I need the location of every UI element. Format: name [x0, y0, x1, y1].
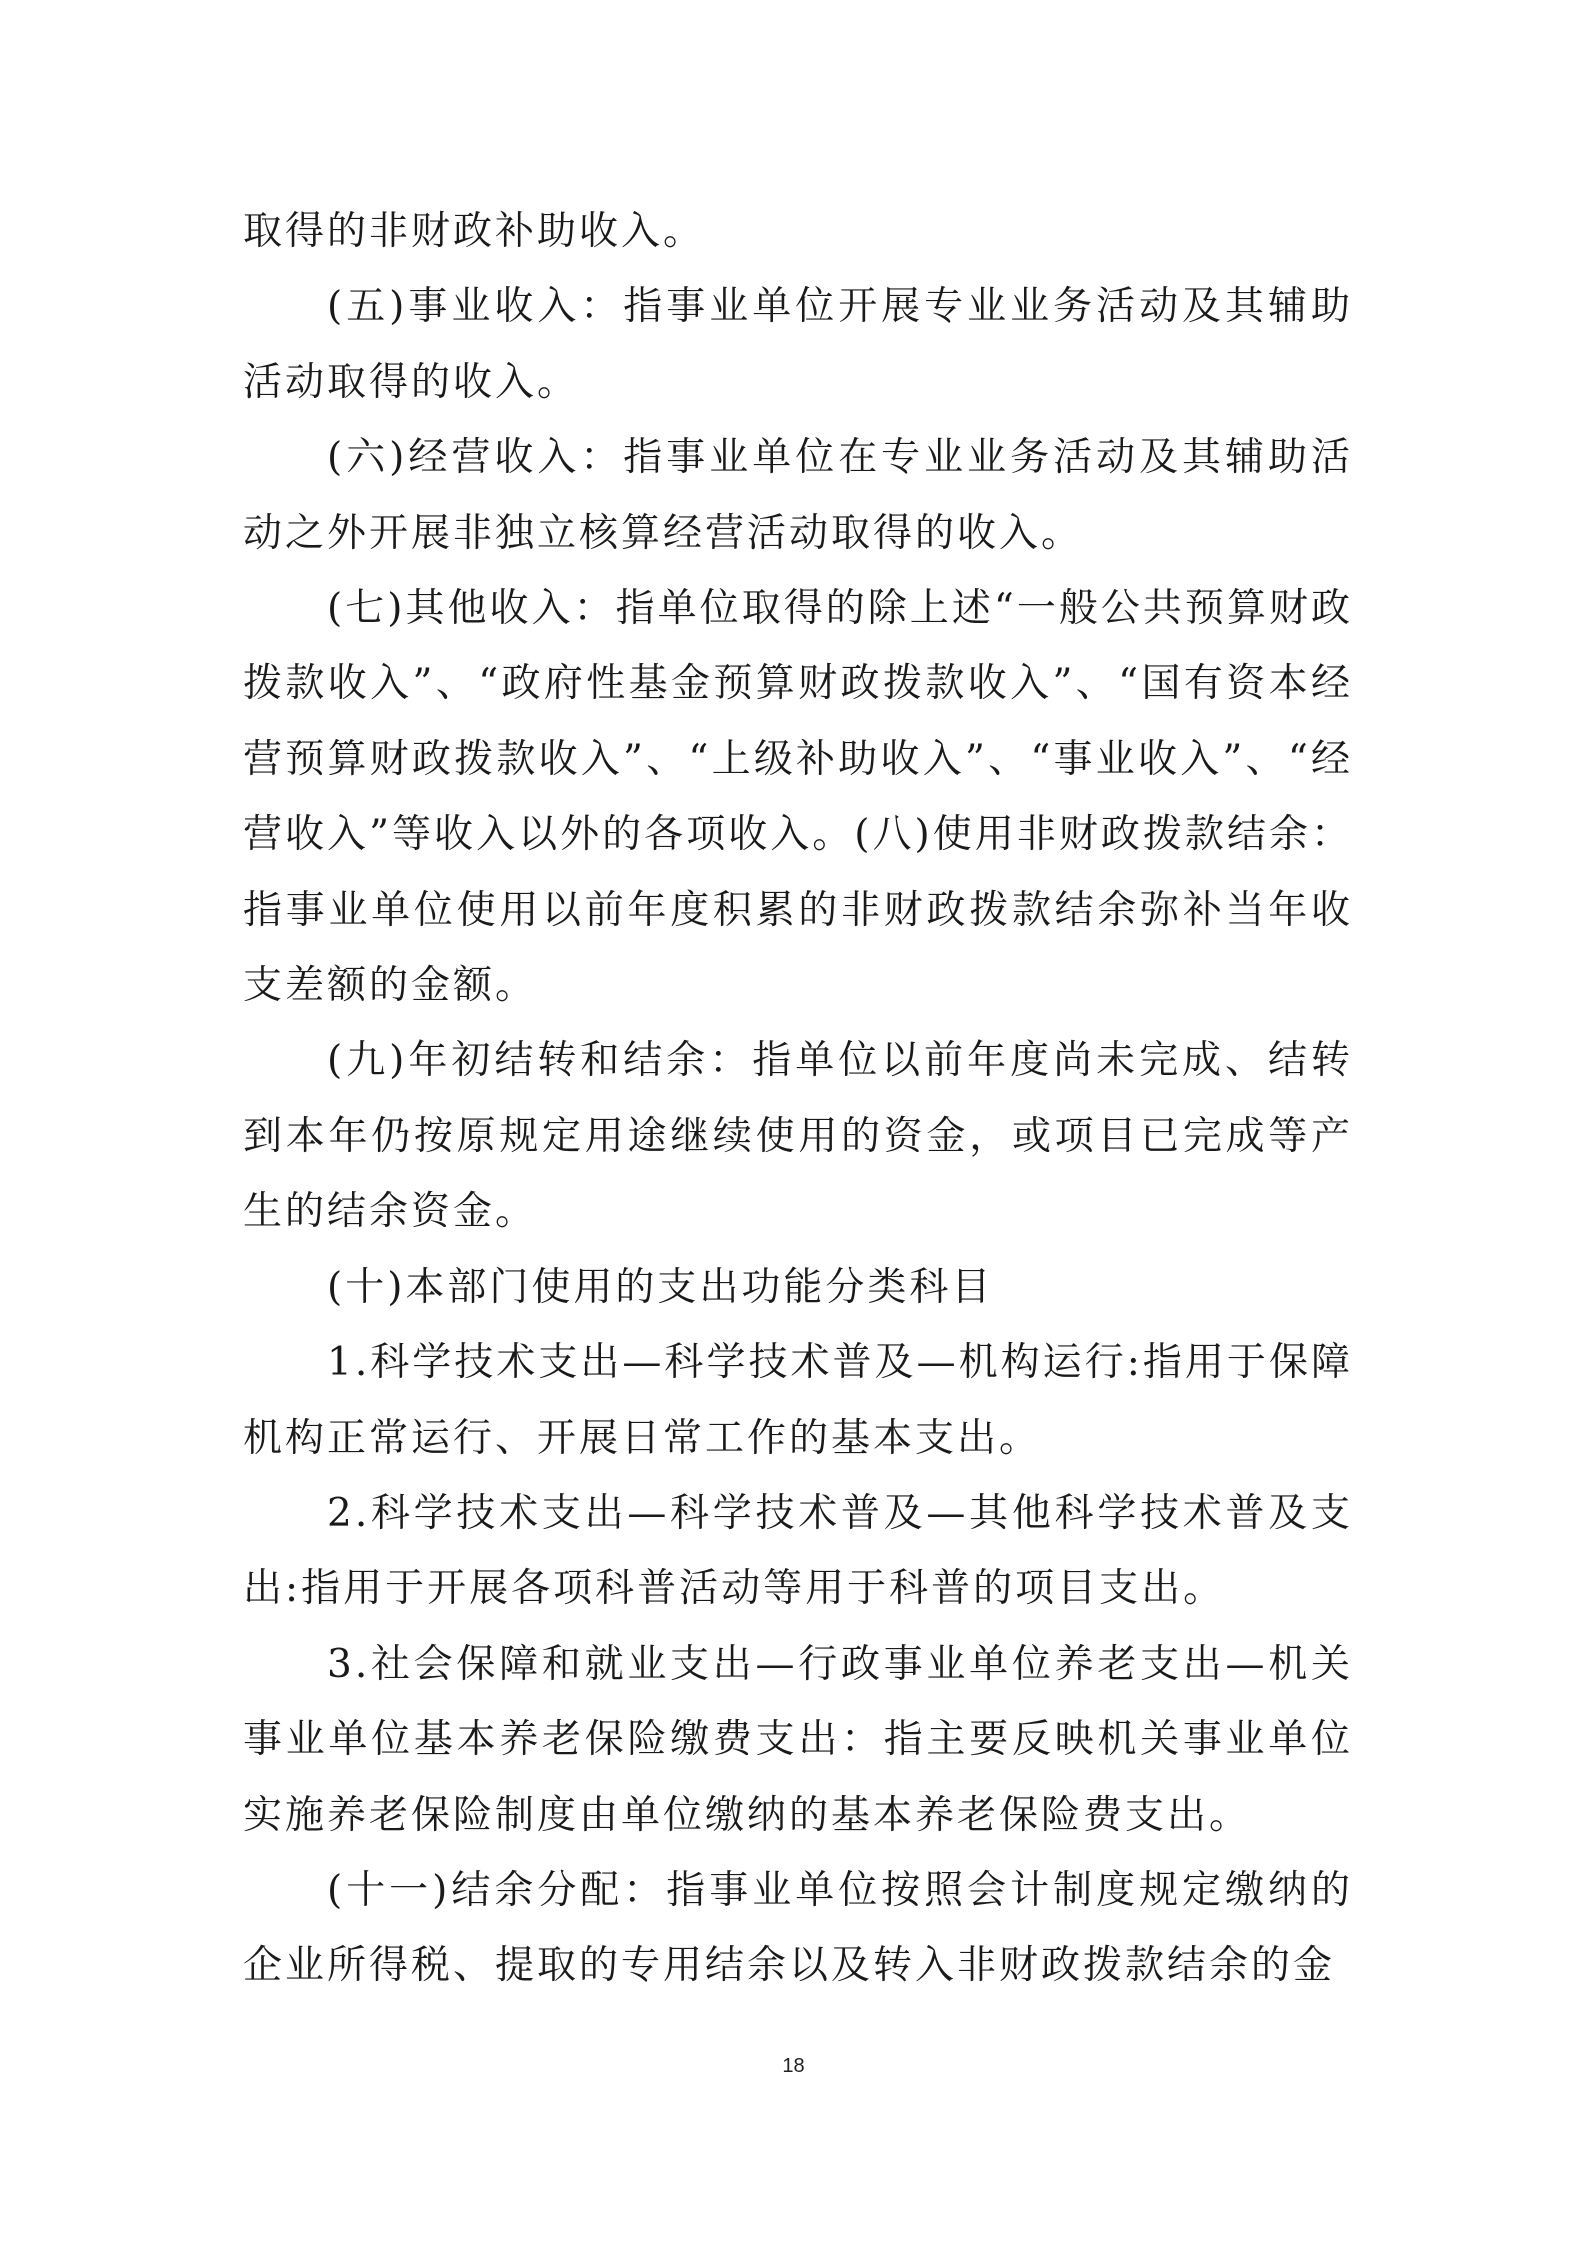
paragraph-item-2: 2.科学技术支出—科学技术普及—其他科学技术普及支出:指用于开展各项科普活动等用于科普的项目支出。 — [243, 1490, 1353, 1612]
paragraph-other-income: (七)其他收入：指单位取得的除上述“一般公共预算财政拨款收入”、“政府性基金预算财政拨款收入”、“国有资本经营预算财政拨款收入”、“上级补助收入”、“事业收入”、“经营收入”等收入以外的各项收入。(八)使用非财政拨款结余：指事业单位使用以前年度积累的非财政拨款结余弥补当年收支差额的金额。 — [243, 586, 1353, 1009]
body-text — [243, 194, 1353, 2004]
paragraph-surplus-distribution: (十一)结余分配：指事业单位按照会计制度规定缴纳的企业所得税、提取的专用结余以及转入非财政拨款结余的金 — [243, 1867, 1353, 1989]
paragraph-expenditure-subjects: (十)本部门使用的支出功能分类科目 — [327, 1264, 994, 1310]
page-number: 18 — [782, 2055, 805, 2077]
paragraph-item-1: 1.科学技术支出—科学技术普及—机构运行:指用于保障机构正常运行、开展日常工作的基本支出。 — [243, 1340, 1353, 1461]
paragraph-business-income: (五)事业收入：指事业单位开展专业业务活动及其辅助活动取得的收入。 — [243, 284, 1353, 405]
paragraph-carryover-balance: (九)年初结转和结余：指单位以前年度尚未完成、结转到本年仍按原规定用途继续使用的资金，或项目已完成等产生的结余资金。 — [243, 1038, 1353, 1235]
paragraph-item-3: 3.社会保障和就业支出—行政事业单位养老支出—机关事业单位基本养老保险缴费支出：指主要反映机关事业单位实施养老保险制度由单位缴纳的基本养老保险费支出。 — [243, 1641, 1353, 1838]
paragraph-operating-income: (六)经营收入：指事业单位在专业业务活动及其辅助活动之外开展非独立核算经营活动取得的收入。 — [243, 435, 1353, 556]
paragraph-continuation: 取得的非财政补助收入。 — [243, 209, 706, 254]
